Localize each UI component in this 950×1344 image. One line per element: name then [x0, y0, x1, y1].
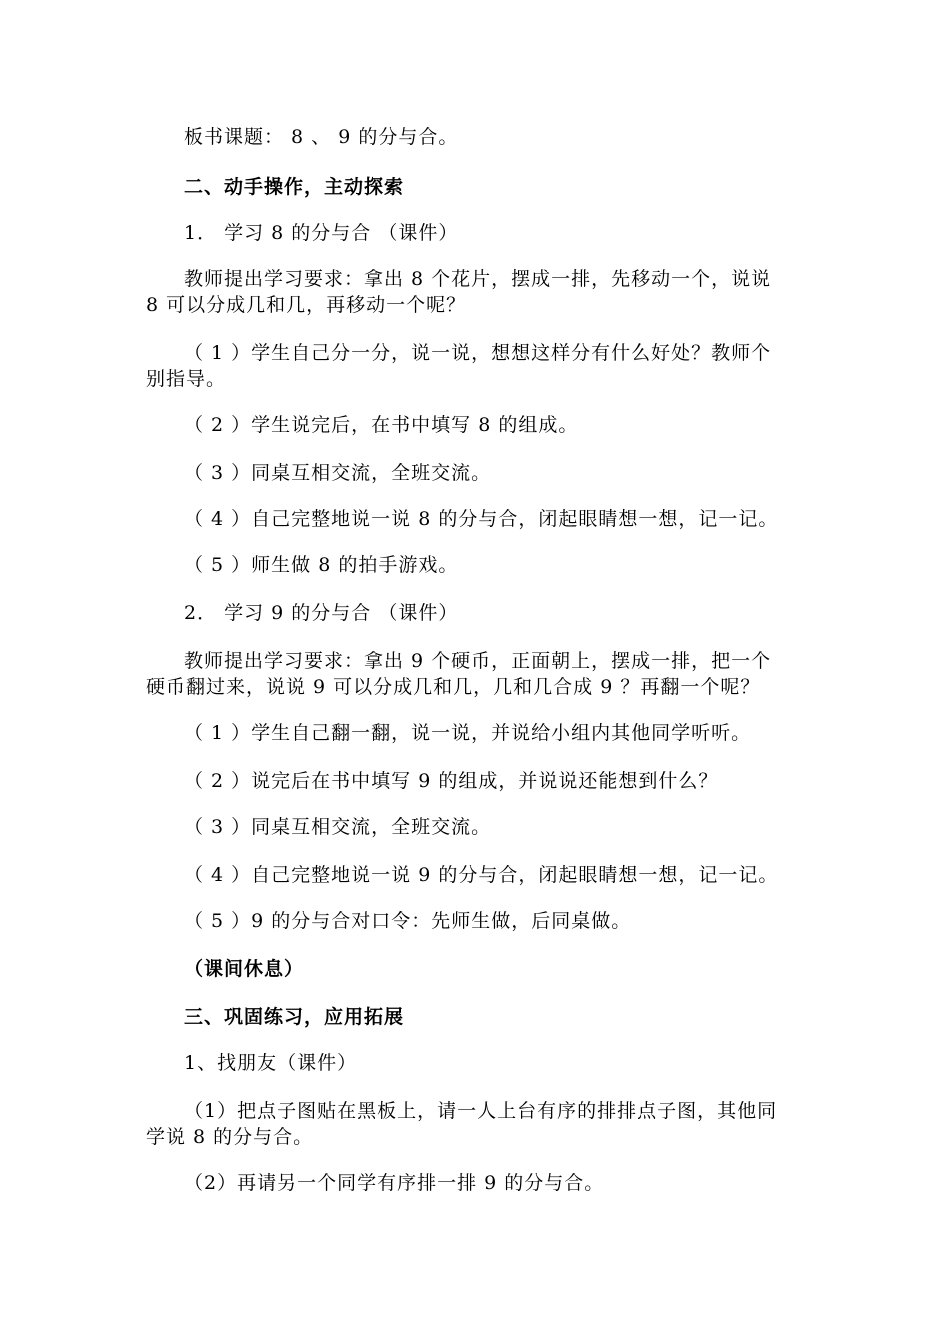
list-item: （ 4 ）自己完整地说一说 8 的分与合，闭起眼睛想一想，记一记。: [184, 508, 779, 530]
paragraph-dot-chart: [146, 1098, 810, 1150]
section-heading-2: 二、动手操作，主动探索: [184, 176, 405, 198]
list-item: （ 5 ）师生做 8 的拍手游戏。: [184, 554, 459, 576]
list-item: （ 5 ）9 的分与合对口令：先师生做，后同桌做。: [184, 910, 632, 932]
list-item: （ 2 ）说完后在书中填写 9 的组成，并说说还能想到什么？: [184, 770, 719, 792]
list-item: （ 4 ）自己完整地说一说 9 的分与合，闭起眼睛想一想，记一记。: [184, 864, 779, 886]
section-heading-3: 三、巩固练习，应用拓展: [184, 1006, 405, 1028]
paragraph-line: 硬币翻过来，说说 9 可以分成几和几，几和几合成 9 ？再翻一个呢？: [146, 676, 761, 698]
paragraph-line: （1）把点子图贴在黑板上，请一人上台有序的排排点子图，其他同: [184, 1100, 778, 1122]
paragraph-teacher-requirement-8: [146, 266, 810, 318]
list-item: （2）再请另一个同学有序排一排 9 的分与合。: [184, 1172, 605, 1194]
paragraph-step-1-8: [146, 340, 810, 392]
paragraph-line: 教师提出学习要求：拿出 9 个硬币，正面朝上，摆成一排，把一个: [184, 650, 772, 672]
list-item: （ 3 ）同桌互相交流，全班交流。: [184, 462, 492, 484]
subheading-find-friends: 1、找朋友（课件）: [184, 1052, 358, 1074]
subheading-learn-9: 2． 学习 9 的分与合 （课件）: [184, 602, 459, 624]
subheading-learn-8: 1． 学习 8 的分与合 （课件）: [184, 222, 459, 244]
paragraph-line: （ 1 ）学生自己分一分，说一说，想想这样分有什么好处？教师个: [184, 342, 772, 364]
list-item: （ 2 ）学生说完后，在书中填写 8 的组成。: [184, 414, 579, 436]
break-note: （课间休息）: [184, 958, 305, 980]
paragraph-line: 教师提出学习要求：拿出 8 个花片，摆成一排，先移动一个，说说: [184, 268, 772, 290]
paragraph-teacher-requirement-9: [146, 648, 810, 700]
paragraph-line: 别指导。: [146, 368, 227, 390]
paragraph-line: 8 可以分成几和几，再移动一个呢？: [146, 294, 467, 316]
list-item: （ 1 ）学生自己翻一翻，说一说，并说给小组内其他同学听听。: [184, 722, 752, 744]
text-line-board-title: 板书课题： 8 、 9 的分与合。: [184, 126, 459, 148]
paragraph-line: 学说 8 的分与合。: [146, 1126, 314, 1148]
list-item: （ 3 ）同桌互相交流，全班交流。: [184, 816, 492, 838]
